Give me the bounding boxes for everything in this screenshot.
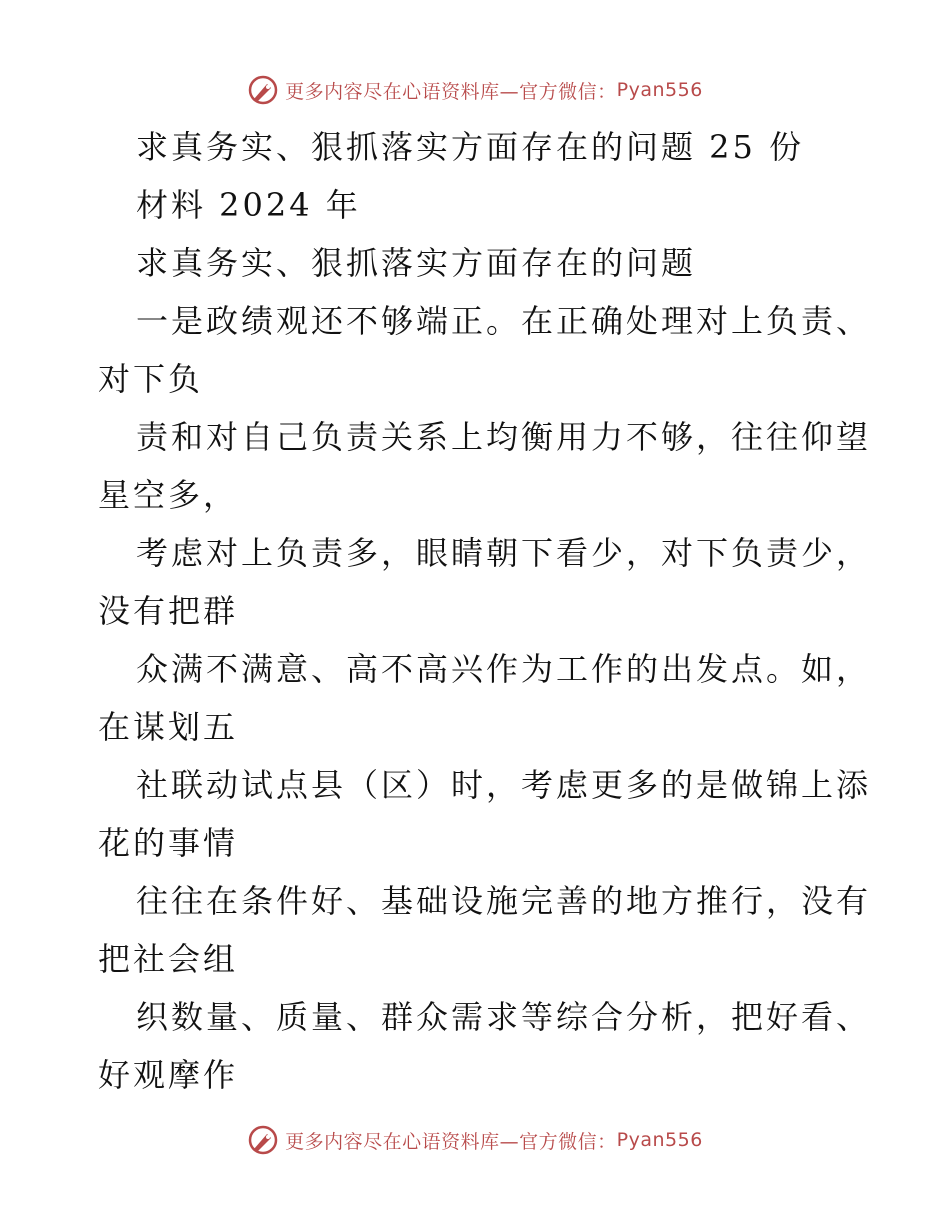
footer-banner [0, 1120, 950, 1160]
paragraph-line-continued: 好观摩作 [98, 1056, 239, 1094]
banner-wechat-id: Pyan556 [616, 79, 703, 101]
paragraph-line: 考虑对上负责多，眼睛朝下看少，对下负责少， [136, 534, 872, 572]
paragraph-line: 责和对自己负责关系上均衡用力不够，往往仰望 [136, 418, 872, 456]
paragraph-line-continued: 在谋划五 [98, 708, 239, 746]
document-title-line-2: 材料 2024 年 [136, 186, 361, 224]
section-subtitle: 求真务实、狠抓落实方面存在的问题 [136, 244, 697, 282]
paragraph-line: 往往在条件好、基础设施完善的地方推行，没有 [136, 882, 872, 920]
header-banner [0, 70, 950, 110]
paragraph-line-continued: 把社会组 [98, 940, 239, 978]
paragraph-line: 织数量、质量、群众需求等综合分析，把好看、 [136, 998, 872, 1036]
paragraph-line-continued: 没有把群 [98, 592, 239, 630]
banner-text: 更多内容尽在心语资料库—官方微信： [285, 80, 617, 103]
paragraph-line: 社联动试点县（区）时，考虑更多的是做锦上添 [136, 766, 872, 804]
paragraph-line: 众满不满意、高不高兴作为工作的出发点。如， [136, 650, 872, 688]
document-title-line-1: 求真务实、狠抓落实方面存在的问题 25 份 [136, 128, 805, 166]
banner-wechat-id: Pyan556 [616, 1129, 703, 1151]
pen-nib-logo-icon [247, 74, 279, 106]
paragraph-line-continued: 对下负 [98, 360, 204, 398]
paragraph-line: 一是政绩观还不够端正。在正确处理对上负责、 [136, 302, 872, 340]
paragraph-line-continued: 花的事情 [98, 824, 239, 862]
banner-text: 更多内容尽在心语资料库—官方微信： [285, 1130, 617, 1153]
paragraph-line-continued: 星空多， [98, 476, 239, 514]
pen-nib-logo-icon [247, 1124, 279, 1156]
